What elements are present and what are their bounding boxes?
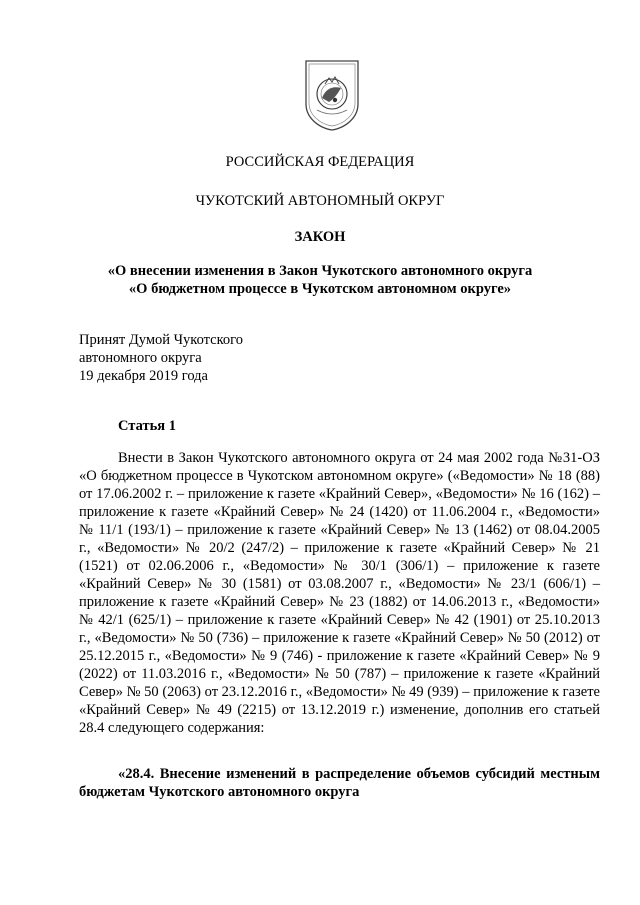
- adoption-line-1: Принят Думой Чукотского: [79, 332, 244, 348]
- law-title-line-1: «О внесении изменения в Закон Чукотского автономного округа: [107, 263, 533, 279]
- article-body: Внести в Закон Чукотского автономного округа от 24 мая 2002 года №31-ОЗ «О бюджетном процессе в Чукотском автономном округе» («Ведомости» № 18 (88) от 17.06.2002 г. – приложение к газете «Крайний Север», «Ведомости» № 16 (162) – приложение к газете «Крайний Север» № 24 (1420) от 11.06.2004 г., «Ведомости» № 11/1 (193/1) – приложение к газете «Крайний Север» № 13 (1462) от 08.04.2005 г., «Ведомости» № 20/2 (247/2) – приложение к газете «Крайний Север» № 21 (1521) от 02.06.2006 г., «Ведомости» № 30/1 (306/1) – приложение к газете «Крайний Север» № 30 (1581) от 03.08.2007 г., «Ведомости» № 23/1 (606/1) – приложение к газете «Крайний Север» № 23 (1882) от 14.06.2013 г., «Ведомости» № 42/1 (625/1) – приложение к газете «Крайний Север» № 42 (1901) от 25.10.2013 г., «Ведомости» № 50 (736) – приложение к газете «Крайний Север» № 50 (2012) от 25.12.2015 г., «Ведомости» № 9 (746) - приложение к газете «Крайний Север» № 9 (2022) от 11.03.2016 г., «Ведомости» № 50 (787) – приложение к газете «Крайний Север» № 50 (2063) от 23.12.2016 г., «Ведомости» № 49 (939) – приложение к газете «Крайний Север» № 49 (2215) от 13.12.2019 г.) изменение, дополнив его статьей 28.4 следующего содержания:: [79, 450, 600, 736]
- law-title-line-2: «О бюджетном процессе в Чукотском автономном округе»: [128, 281, 512, 297]
- doc-type: ЗАКОН: [294, 229, 346, 245]
- adoption-info: [79, 331, 243, 385]
- law-title: [0, 262, 640, 298]
- federation-title: РОССИЙСКАЯ ФЕДЕРАЦИЯ: [225, 154, 415, 170]
- section-heading: «28.4. Внесение изменений в распределение объемов субсидий местным бюджетам Чукотского автономного округа: [79, 766, 600, 800]
- adoption-date: 19 декабря 2019 года: [79, 368, 208, 384]
- adoption-line-2: автономного округа: [79, 350, 202, 366]
- okrug-title: ЧУКОТСКИЙ АВТОНОМНЫЙ ОКРУГ: [195, 193, 445, 209]
- article-title: Статья 1: [118, 418, 176, 434]
- coat-of-arms-icon: [303, 58, 361, 132]
